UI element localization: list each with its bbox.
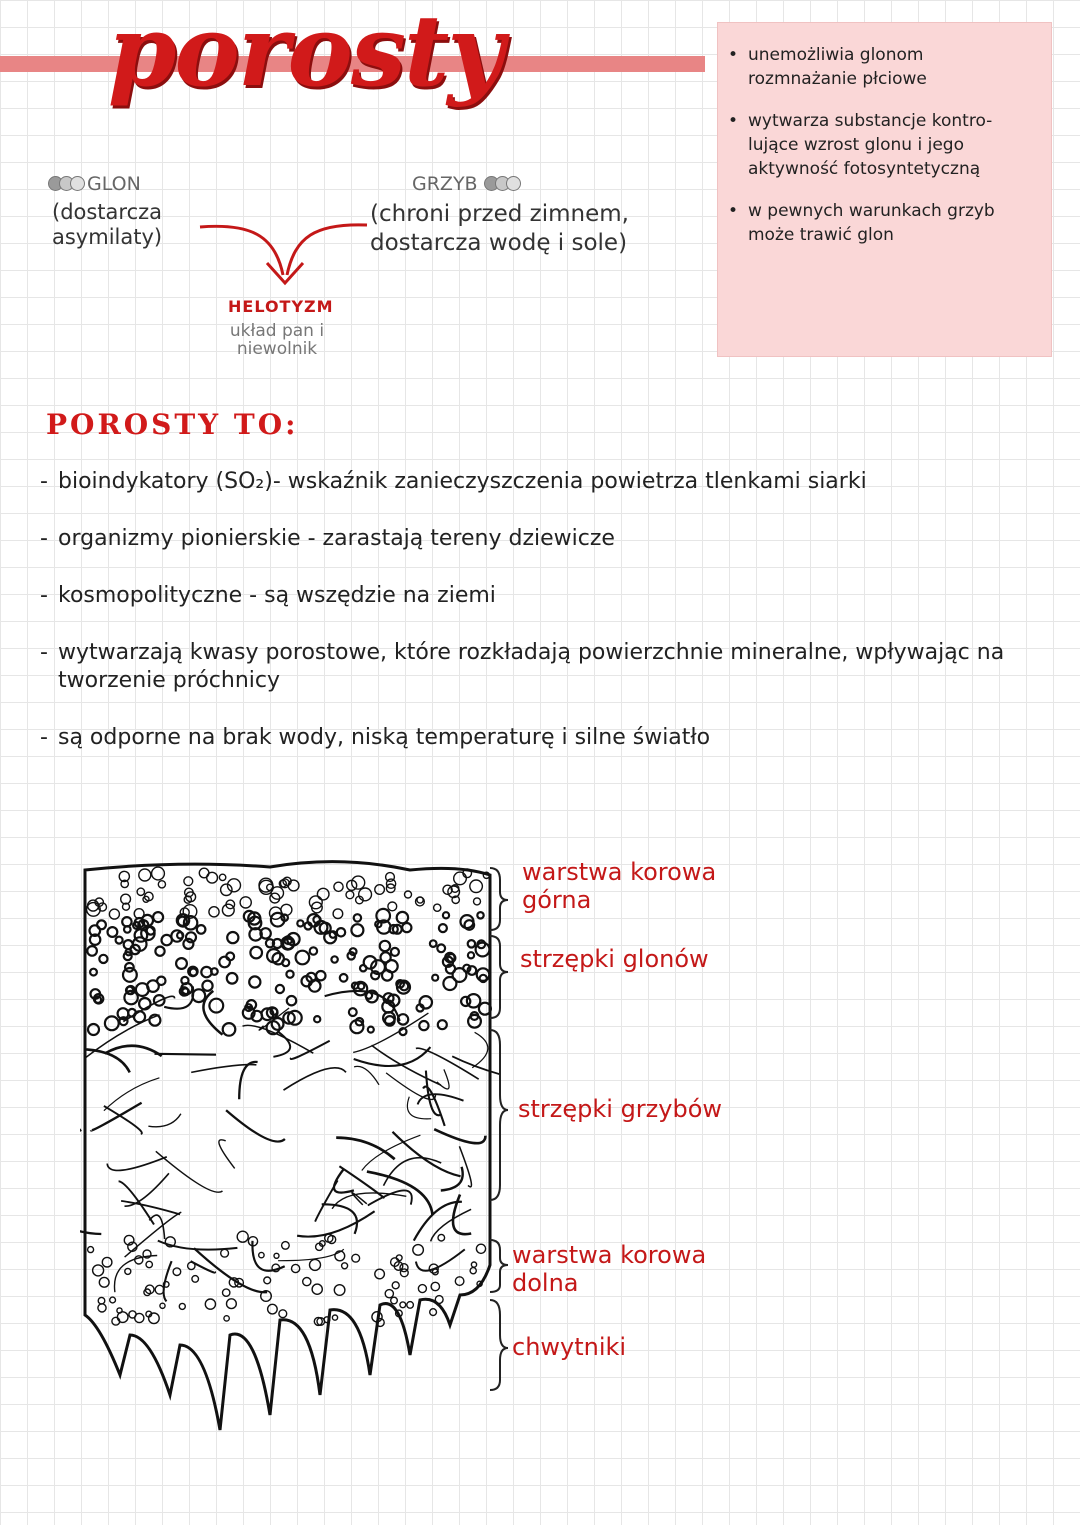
- dots-icon: [484, 174, 517, 196]
- note-item: • wytwarza substancje kontro-lujące wzrost glonu i jego aktywność fotosyntetyczną: [742, 109, 1033, 181]
- note-item: • w pewnych warunkach grzyb może trawić glon: [742, 199, 1033, 247]
- grzyb-description: (chroni przed zimnem, dostarcza wodę i sole): [370, 201, 629, 256]
- brace-icon: [490, 1240, 508, 1292]
- facts-list: [40, 468, 1040, 781]
- fact-item: - organizmy pionierskie - zarastają tereny dziewicze: [40, 525, 1040, 553]
- grzyb-name: GRZYB: [412, 173, 478, 195]
- notes-box: [717, 22, 1052, 357]
- brace-icon: [490, 868, 508, 930]
- helotyzm-arrows: [195, 205, 395, 295]
- glon-heading: [48, 173, 141, 196]
- label-fungal-hyphae: strzępki grzybów: [518, 1095, 723, 1123]
- grzyb-heading: [412, 173, 517, 196]
- helotyzm-title: HELOTYZM: [228, 297, 334, 316]
- label-upper-cortex: warstwa korowa górna: [522, 858, 717, 914]
- lichen-cross-section-drawing: [80, 855, 500, 1445]
- brace-icon: [490, 936, 508, 1018]
- label-lower-cortex: warstwa korowa dolna: [512, 1241, 707, 1297]
- helotyzm-description: układ pan i niewolnik: [229, 321, 325, 359]
- brace-icon: [490, 1300, 508, 1390]
- label-rhizines: chwytniki: [512, 1333, 627, 1361]
- fact-item: - bioindykatory (SO₂)- wskaźnik zanieczyszczenia powietrza tlenkami siarki: [40, 468, 1040, 496]
- note-item: • unemożliwia glonom rozmnażanie płciowe: [742, 43, 1033, 91]
- fact-item: - są odporne na brak wody, niską temperaturę i silne światło: [40, 724, 1040, 752]
- section-title: POROSTY TO:: [46, 408, 299, 441]
- glon-name: GLON: [87, 173, 141, 195]
- dots-icon: [48, 174, 81, 196]
- label-algal-layer: strzępki glonów: [520, 945, 709, 973]
- brace-icon: [490, 1030, 508, 1200]
- glon-description: (dostarcza asymilaty): [52, 200, 163, 249]
- fact-item: - wytwarzają kwasy porostowe, które rozkładają powierzchnie mineralne, wpływając na tworzenie próchnicy: [40, 639, 1040, 695]
- diagram-braces: [482, 860, 522, 1400]
- fact-item: - kosmopolityczne - są wszędzie na ziemi: [40, 582, 1040, 610]
- page-title: porosty: [108, 0, 503, 109]
